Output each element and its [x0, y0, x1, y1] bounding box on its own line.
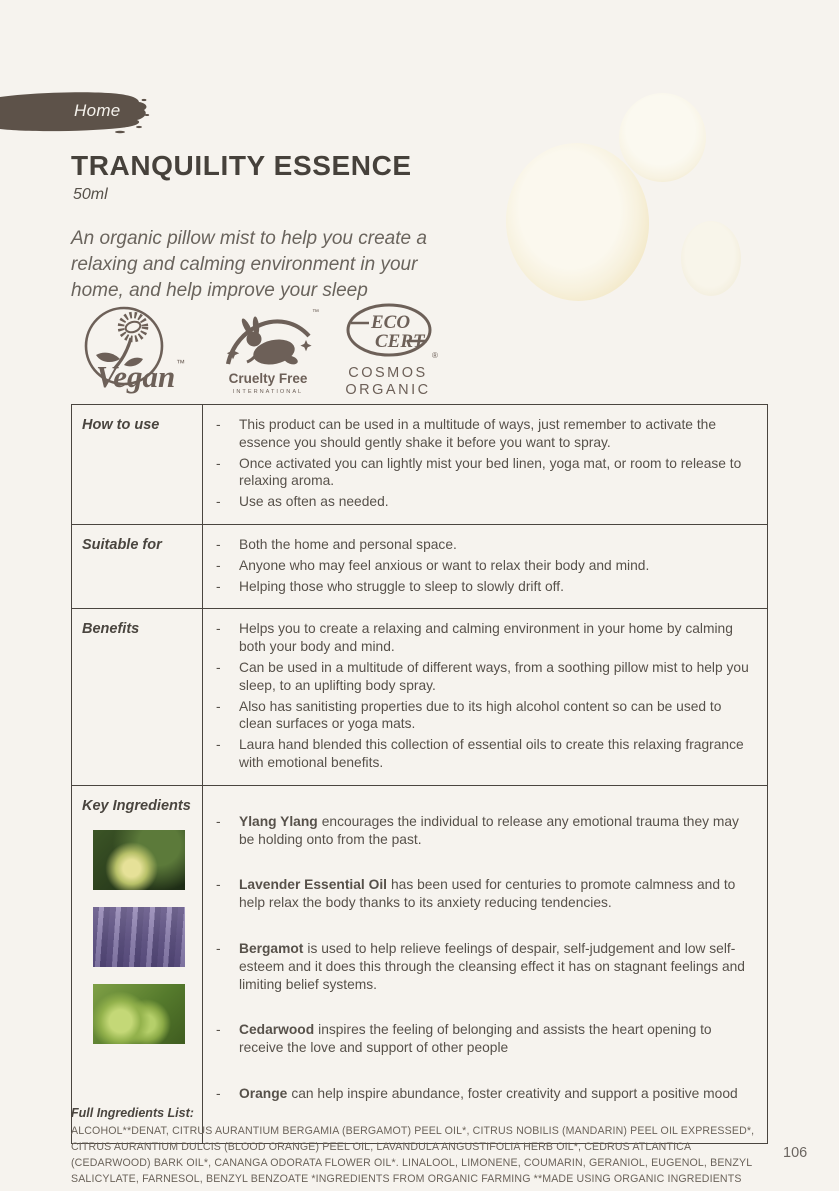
ingredient-description: inspires the feeling of belonging and assists the heart opening to receive the love and support of other people [239, 1022, 712, 1056]
row-content-how-to-use [203, 405, 767, 524]
bullet-item [216, 557, 754, 575]
ingredient-item [216, 1085, 754, 1103]
ingredient-name: Cedarwood [239, 1022, 315, 1038]
ingredient-item [216, 876, 754, 912]
ecocert-registered: ® [432, 351, 438, 360]
bullet-dash: - [216, 1022, 221, 1038]
ylang-ylang-photo [93, 830, 185, 890]
bullet-item [216, 736, 754, 772]
ingredient-name: Lavender Essential Oil [239, 877, 387, 893]
lavender-photo [93, 907, 185, 967]
cruelty-free-tm: ™ [312, 309, 319, 316]
ingredient-name: Ylang Ylang [239, 813, 318, 829]
product-info-table [71, 404, 768, 1144]
key-ingredients-label: Key Ingredients [82, 797, 191, 814]
oil-droplet-medium [619, 93, 706, 182]
home-tab[interactable] [0, 91, 152, 135]
bullet-item [216, 416, 754, 452]
ingredient-description: can help inspire abundance, foster creativity and support a positive mood [291, 1085, 738, 1101]
bullet-item [216, 578, 754, 596]
vegan-wordmark: Vegan [96, 359, 176, 394]
bullet-dash: - [216, 536, 221, 552]
table-row-how-to-use [72, 405, 767, 524]
row-content-suitable-for [203, 525, 767, 608]
bullet-item [216, 659, 754, 695]
table-row-key-ingredients [72, 785, 767, 1143]
bullet-item [216, 698, 754, 734]
bullet-dash: - [216, 455, 221, 471]
ingredient-description: has been used for centuries to promote calmness and to help relax the body thanks to its anxiety reducing tendencies. [239, 877, 736, 911]
ingredient-text [239, 1021, 754, 1057]
bullet-dash: - [216, 621, 221, 637]
ingredient-name: Orange [239, 1085, 288, 1101]
cosmos-label: COSMOS [348, 365, 428, 381]
product-volume: 50ml [73, 186, 108, 203]
full-ingredients-label: Full Ingredients List: [71, 1106, 194, 1120]
page-number: 106 [783, 1145, 808, 1161]
ingredient-description: is used to help relieve feelings of despair, self-judgement and low self-esteem and it does this through the cleansing effect it has on stagnant feelings and limiting belief systems. [239, 940, 745, 992]
oil-droplet-small [681, 221, 741, 296]
bullet-dash: - [216, 417, 221, 432]
vegan-tm: ™ [176, 358, 185, 368]
ingredient-description: encourages the individual to release any emotional trauma they may be holding onto from the past. [239, 813, 739, 847]
bullet-text: Use as often as needed. [239, 494, 389, 510]
bullet-text: Helping those who struggle to sleep to slowly drift off. [239, 578, 564, 594]
star-right-icon [300, 340, 311, 351]
organic-label: ORGANIC [345, 382, 431, 398]
ingredient-text [239, 1085, 738, 1103]
vegan-logo [72, 302, 194, 398]
table-row-suitable-for [72, 524, 767, 608]
certification-badges [72, 302, 440, 398]
bullet-dash: - [216, 659, 221, 675]
bergamot-photo [93, 984, 185, 1044]
ecocert-eco: ECO [371, 312, 411, 333]
ingredient-item [216, 1021, 754, 1057]
row-label-key-ingredients [72, 786, 203, 1143]
ingredient-item [216, 813, 754, 849]
cruelty-free-label: Cruelty Free [228, 371, 308, 386]
bullet-dash: - [216, 578, 221, 594]
bullet-text: This product can be used in a multitude of ways, just remember to activate the essence you should gently shake it before you want to spray. [239, 417, 716, 450]
bullet-dash: - [216, 557, 221, 573]
product-title: TRANQUILITY ESSENCE [71, 150, 412, 181]
full-ingredients-section [71, 1106, 767, 1187]
ingredient-text [239, 813, 754, 849]
bullet-item [216, 620, 754, 656]
ingredient-item [216, 940, 754, 993]
bullet-text: Once activated you can lightly mist your bed linen, yoga mat, or room to release to relaxing aroma. [239, 455, 742, 489]
row-label-benefits: Benefits [72, 609, 203, 784]
bullet-dash: - [216, 698, 221, 714]
row-label-how-to-use: How to use [72, 405, 203, 524]
bullet-dash: - [216, 877, 221, 893]
bullet-item [216, 536, 754, 554]
ingredient-name: Bergamot [239, 940, 304, 956]
full-ingredients-text: ALCOHOL**DENAT, CITRUS AURANTIUM BERGAMIA (BERGAMOT) PEEL OIL*, CITRUS NOBILIS (MANDARIN) PEEL OIL EXPRESSED*, CITRUS AURANTIUM DULCIS (BLOOD ORANGE) PEEL OIL, LAVANDULA ANGUSTIFOLIA HERB OIL*, CEDRUS ATLANTICA (CEDARWOOD) BARK OIL*, CANANGA ODORATA FLOWER OIL*. LINALOOL, LIMONENE, COUMARIN, GERANIOL, EUGENOL, BENZYL SALICYLATE, FARNESOL, BENZYL BENZOATE *INGREDIENTS FROM ORGANIC FARMING **MADE USING ORGANIC INGREDIENTS [71, 1125, 755, 1186]
row-content-key-ingredients [203, 786, 767, 1143]
bullet-dash: - [216, 494, 221, 510]
product-description: An organic pillow mist to help you create a relaxing and calming environment in your home, and help improve your sleep [71, 228, 427, 301]
bullet-item [216, 455, 754, 491]
bullet-dash: - [216, 737, 221, 753]
row-content-benefits [203, 609, 767, 784]
bullet-text: Both the home and personal space. [239, 536, 457, 552]
bullet-text: Laura hand blended this collection of essential oils to create this relaxing fragrance with emotional benefits. [239, 737, 744, 770]
leaping-bunny-logo [218, 302, 320, 398]
ingredient-photos [93, 830, 194, 1044]
ecocert-cert: CERT [375, 331, 425, 352]
bullet-text: Can be used in a multitude of different ways, from a soothing pillow mist to help you sleep, to an uplifting body spray. [239, 659, 749, 693]
bullet-text: Also has sanitisting properties due to its high alcohol content so can be used to clean surfaces or yoga mats. [239, 698, 722, 732]
row-label-suitable-for: Suitable for [72, 525, 203, 608]
cruelty-free-sublabel: INTERNATIONAL [232, 389, 304, 395]
home-tab-label: Home [74, 101, 121, 120]
bullet-text: Helps you to create a relaxing and calming environment in your home by calming both your body and mind. [239, 621, 733, 655]
bullet-dash: - [216, 813, 221, 829]
bullet-dash: - [216, 1085, 221, 1101]
bullet-dash: - [216, 940, 221, 956]
bullet-item [216, 493, 754, 511]
bullet-text: Anyone who may feel anxious or want to relax their body and mind. [239, 557, 650, 573]
ingredient-text [239, 940, 754, 993]
ingredient-text [239, 876, 754, 912]
ecocert-cosmos-organic-logo [344, 302, 440, 398]
table-row-benefits [72, 608, 767, 784]
